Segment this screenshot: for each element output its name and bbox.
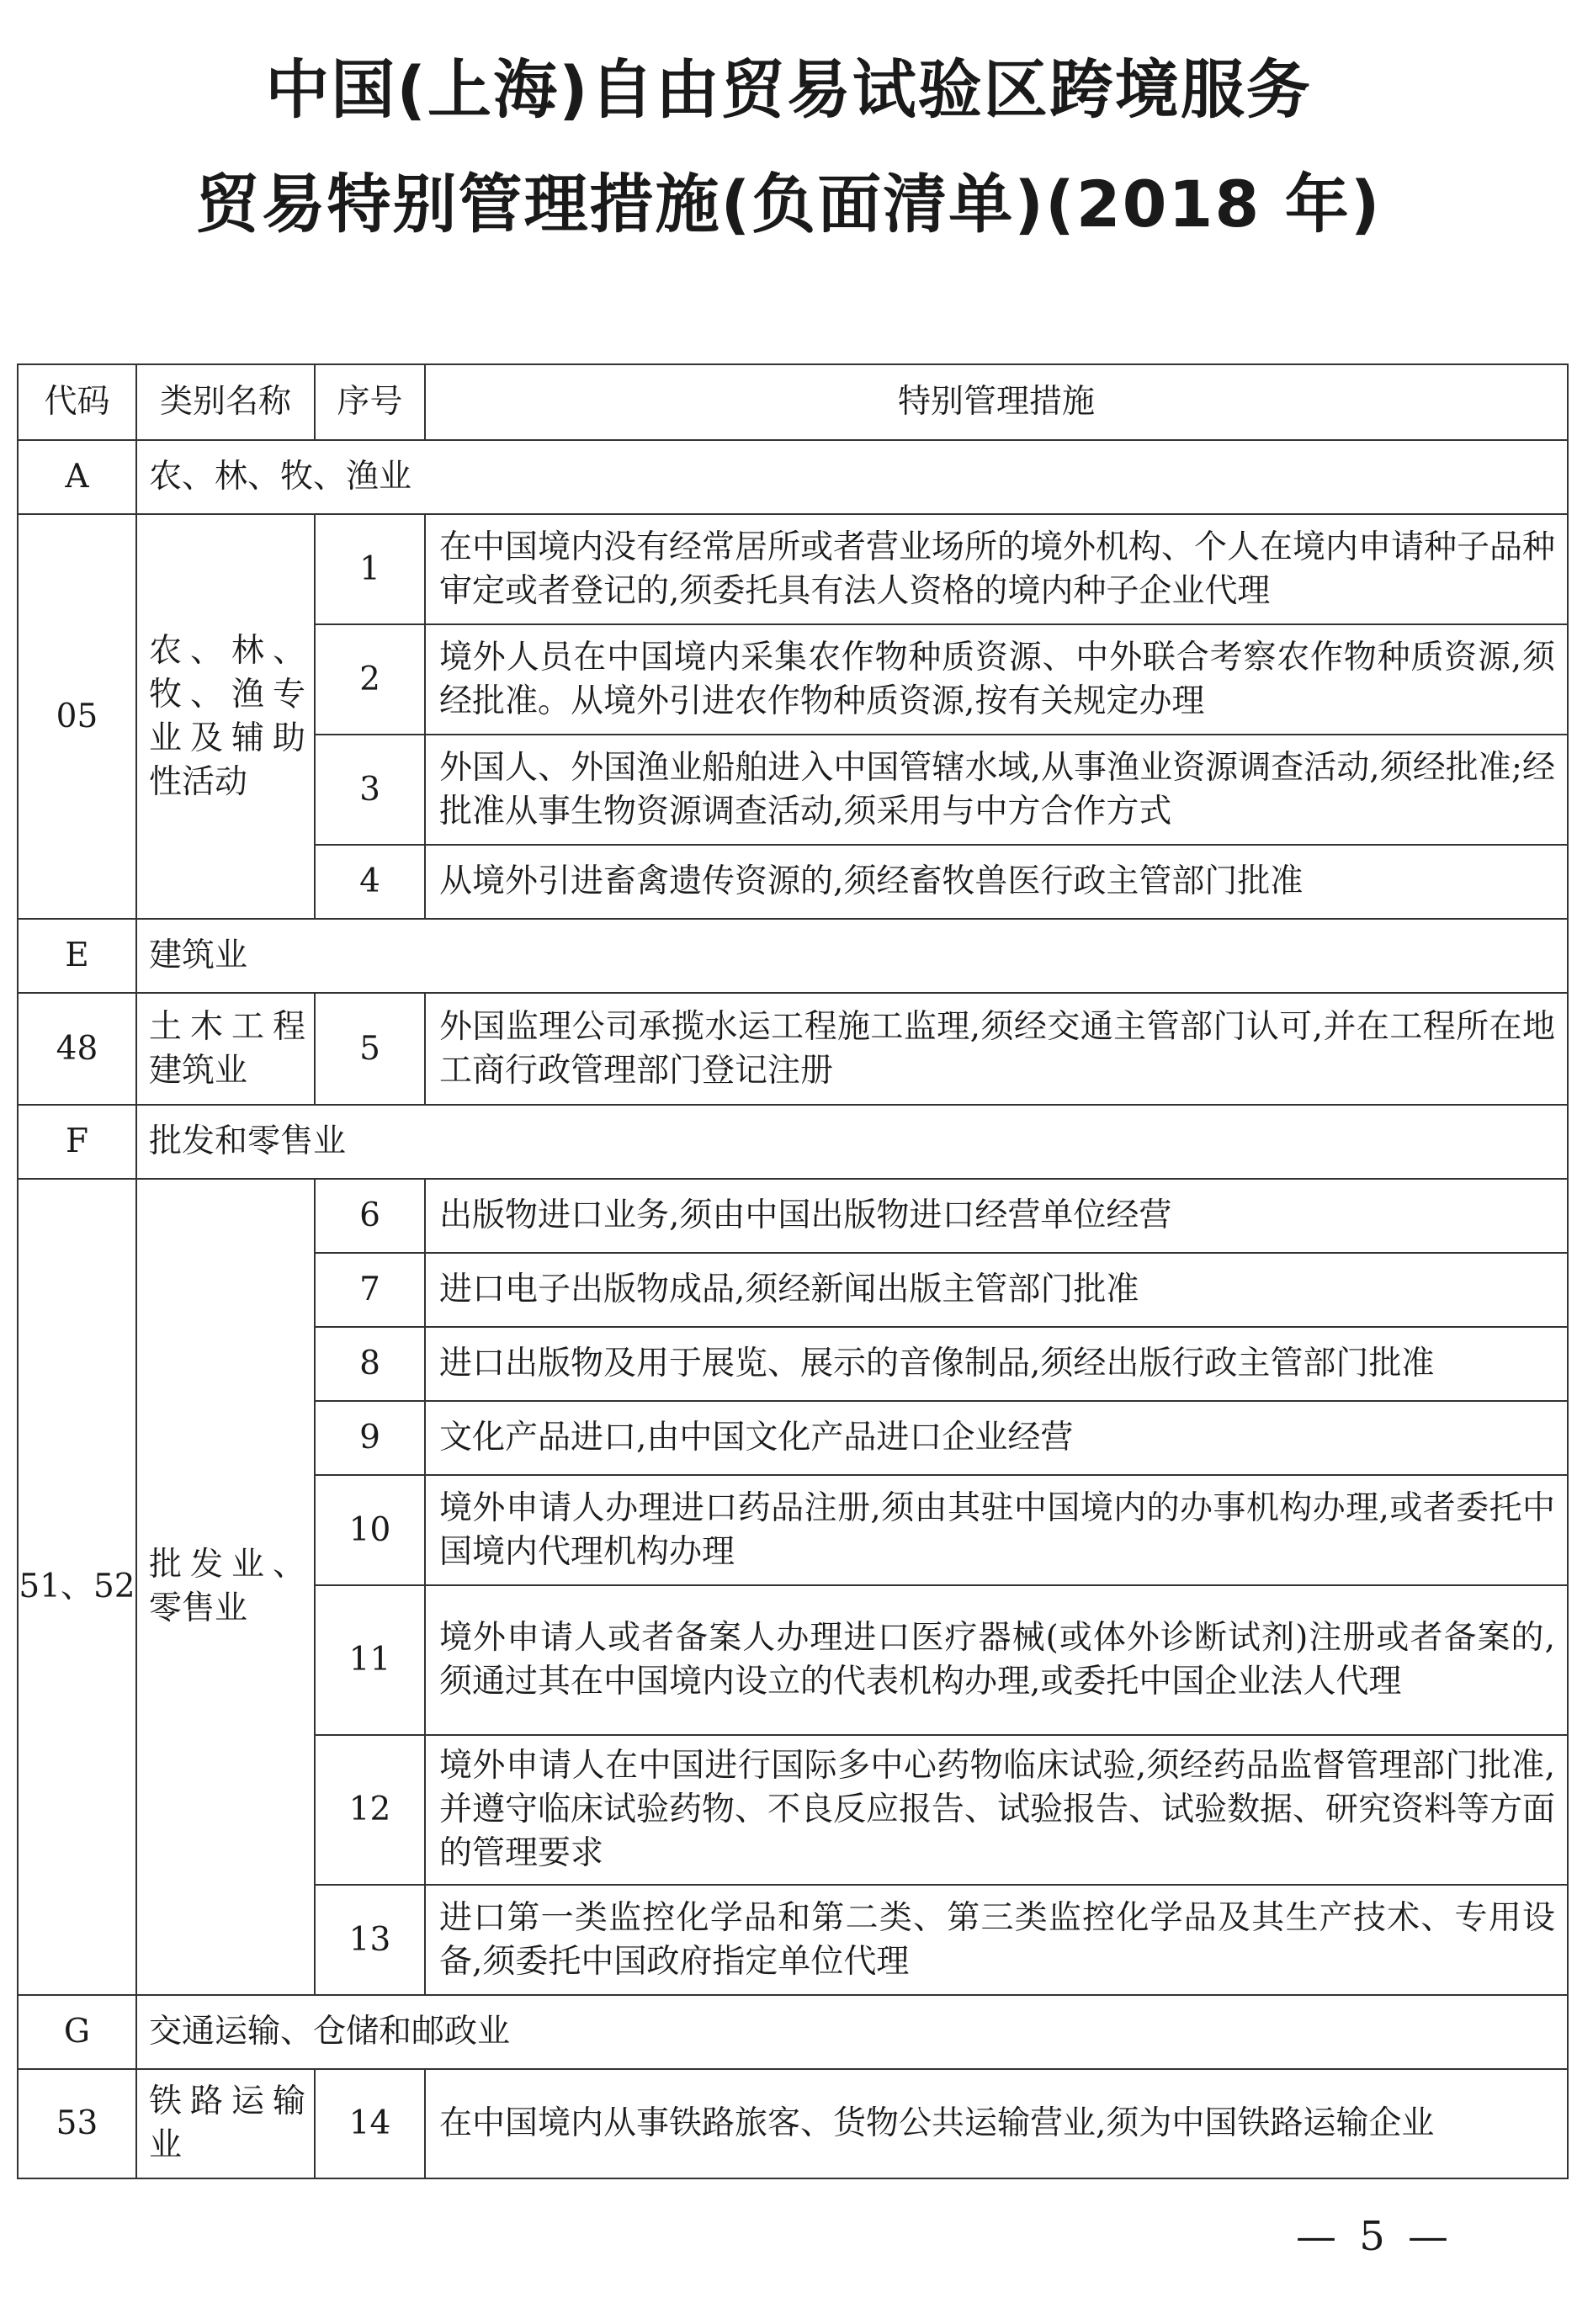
row-number: 12 [315,1735,425,1885]
negative-list-table [17,363,1569,2179]
group-category: 铁路运输业 [136,2069,315,2178]
page-title-line-2: 贸易特别管理措施(负面清单)(2018 年) [195,167,1382,241]
section-code: E [18,919,136,993]
row-measure: 在中国境内没有经常居所或者营业场所的境外机构、个人在境内申请种子品种审定或者登记的,须委托具有法人资格的境内种子企业代理 [425,514,1568,624]
group-category: 批发业、零售业 [136,1179,315,1995]
table-header-row [18,364,1568,440]
row-measure: 文化产品进口,由中国文化产品进口企业经营 [425,1401,1568,1475]
row-measure: 在中国境内从事铁路旅客、货物公共运输营业,须为中国铁路运输企业 [425,2069,1568,2178]
row-number: 11 [315,1585,425,1735]
row-number: 3 [315,735,425,845]
row-number: 6 [315,1179,425,1253]
row-number: 5 [315,993,425,1105]
header-measure: 特别管理措施 [425,364,1568,440]
header-seq: 序号 [315,364,425,440]
row-measure: 境外申请人在中国进行国际多中心药物临床试验,须经药品监督管理部门批准,并遵守临床试验药物、不良反应报告、试验报告、试验数据、研究资料等方面的管理要求 [425,1735,1568,1885]
row-measure: 出版物进口业务,须由中国出版物进口经营单位经营 [425,1179,1568,1253]
page-number: — 5 — [1296,2213,1454,2260]
row-measure: 境外人员在中国境内采集农作物种质资源、中外联合考察农作物种质资源,须经批准。从境外引进农作物种质资源,按有关规定办理 [425,624,1568,735]
section-code: A [18,440,136,514]
section-code: G [18,1995,136,2069]
group-code: 51、52 [18,1179,136,1995]
row-number: 13 [315,1885,425,1995]
section-row [18,1995,1568,2069]
row-number: 2 [315,624,425,735]
section-name: 建筑业 [136,919,1568,993]
section-row [18,440,1568,514]
row-number: 7 [315,1253,425,1327]
group-category: 土木工程建筑业 [136,993,315,1105]
row-number: 9 [315,1401,425,1475]
group-code: 53 [18,2069,136,2178]
section-row [18,919,1568,993]
group-code: 48 [18,993,136,1105]
table-row [18,993,1568,1105]
section-name: 交通运输、仓储和邮政业 [136,1995,1568,2069]
row-number: 10 [315,1475,425,1585]
row-measure: 外国人、外国渔业船舶进入中国管辖水域,从事渔业资源调查活动,须经批准;经批准从事生物资源调查活动,须采用与中方合作方式 [425,735,1568,845]
row-number: 4 [315,845,425,919]
section-name: 批发和零售业 [136,1105,1568,1179]
page-title-line-1: 中国(上海)自由贸易试验区跨境服务 [265,52,1312,127]
header-code: 代码 [18,364,136,440]
group-category: 农、林、牧、渔专业及辅助性活动 [136,514,315,919]
group-code: 05 [18,514,136,919]
section-row [18,1105,1568,1179]
row-measure: 进口第一类监控化学品和第二类、第三类监控化学品及其生产技术、专用设备,须委托中国政府指定单位代理 [425,1885,1568,1995]
table-row [18,2069,1568,2178]
row-measure: 境外申请人办理进口药品注册,须由其驻中国境内的办事机构办理,或者委托中国境内代理机构办理 [425,1475,1568,1585]
table-row [18,1179,1568,1253]
row-measure: 从境外引进畜禽遗传资源的,须经畜牧兽医行政主管部门批准 [425,845,1568,919]
header-category: 类别名称 [136,364,315,440]
row-measure: 进口电子出版物成品,须经新闻出版主管部门批准 [425,1253,1568,1327]
row-measure: 外国监理公司承揽水运工程施工监理,须经交通主管部门认可,并在工程所在地工商行政管理部门登记注册 [425,993,1568,1105]
section-name: 农、林、牧、渔业 [136,440,1568,514]
row-measure: 境外申请人或者备案人办理进口医疗器械(或体外诊断试剂)注册或者备案的,须通过其在中国境内设立的代表机构办理,或委托中国企业法人代理 [425,1585,1568,1735]
section-code: F [18,1105,136,1179]
row-number: 14 [315,2069,425,2178]
row-number: 8 [315,1327,425,1401]
row-number: 1 [315,514,425,624]
row-measure: 进口出版物及用于展览、展示的音像制品,须经出版行政主管部门批准 [425,1327,1568,1401]
table-row [18,514,1568,624]
